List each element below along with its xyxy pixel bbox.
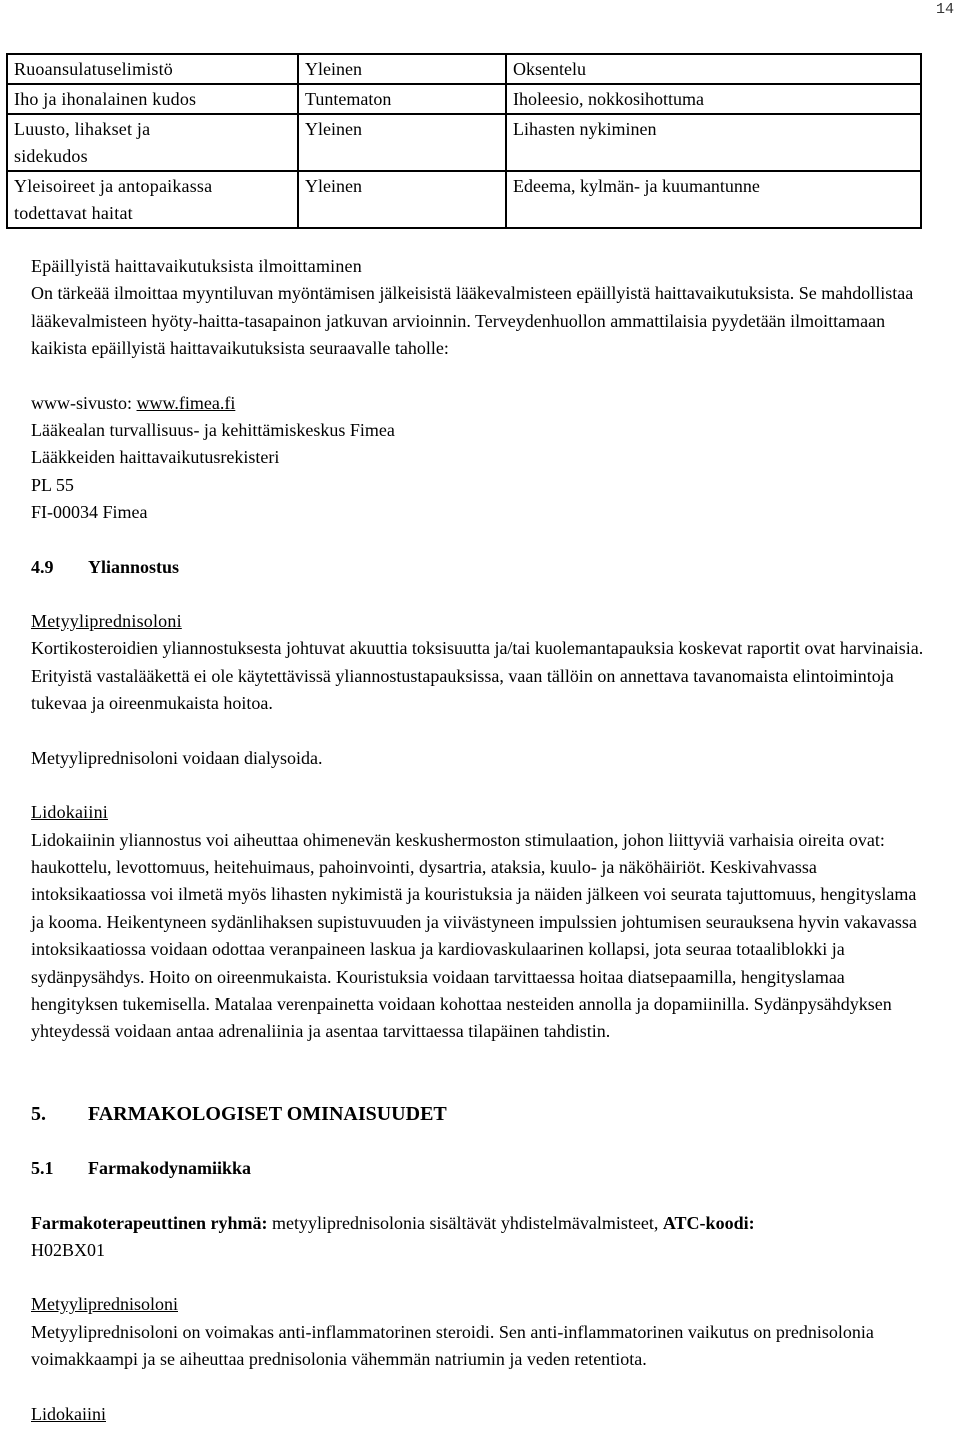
subheading-methylprednisolone-pd: Metyyliprednisoloni [31,1294,178,1315]
reporting-text: On tärkeää ilmoittaa myyntiluvan myöntämisen jälkeisistä lääkevalmisteen epäillyistä haittavaikutuksista. Se mahdollistaa lääkevalmisteen hyöty-haitta-tasapainon jatkuvan arvioinnin. Terveydenhuollon ammattilaisia pyydetään ilmoittamaan kaikista epäillyistä haittavaikutuksista seuraavalle taholle: [31,283,914,359]
address-line: Lääkkeiden haittavaikutusrekisteri [31,447,280,468]
frequency-cell: Tuntematon [298,84,506,114]
page-number: 14 [935,1,954,18]
section-title: Yliannostus [88,556,180,577]
section-number: 5.1 [31,1158,54,1179]
section-5-heading [31,1101,931,1128]
pharmacotherapeutic-group [31,1210,931,1265]
address-line: FI-00034 Fimea [31,502,148,523]
subheading-lidocaine: Lidokaiini [31,802,108,823]
section-title: Farmakodynamiikka [88,1158,252,1179]
table-row [7,84,921,114]
overdose-lidocaine-text: Lidokaiinin yliannostus voi aiheuttaa ohimenevän keskushermoston stimulaation, johon liittyviä varhaisia oireita ovat: haukottelu, levottomuus, heitehuimaus, pahoinvointi, dysartria, ataksia, kuulo- ja näköhäiriöt. Keskivahvassa intoksikaatiossa voi ilmetä myös lihasten nykimistä ja kouristuksia ja näiden jälkeen voi seurata tajuttomuus, hengityslama ja kooma. Heikentyneen sydänlihaksen supistuvuuden ja viivästyneen impulssien johtumisen seurauksena hyvin vakavassa intoksikaatiossa voidaan odottaa veranpaineen laskua ja kardiovaskulaarinen kollapsi, jota seuraa totaaliblokki ja sydänpysähdys. Hoito on oireenmukaista. Kouristuksia voidaan tarvittaessa hoitaa diatsepaamilla, hengityslamaa hengityksen tukemisella. Matalaa verenpainetta voidaan kohottaa nesteiden annolla ja dopamiinilla. Sydänpysähdyksen yhteydessä voidaan antaa adrenaliinia ja asentaa tarvittaessa tilapäinen tahdistin. [31,829,917,1042]
table-row [7,171,921,228]
subheading-methylprednisolone: Metyyliprednisoloni [31,611,182,632]
fimea-link[interactable]: www.fimea.fi [136,392,236,413]
effect-cell: Iholeesio, nokkosihottuma [506,84,921,114]
overdose-methylprednisolone-text: Kortikosteroidien yliannostuksesta johtuvat akuuttia toksisuutta ja/tai kuolemantapauksia koskevat raportit ovat harvinaisia. Erityistä vastalääkettä ei ole käytettävissä yliannostustapauksissa, vaan tällöin on annettava tavanomaista elintoimintoja tukevaa ja oireenmukaista hoitoa. [31,638,924,714]
section-number: 5. [31,1102,46,1125]
organ-class-cell: Iho ja ihonalainen kudos [7,84,298,114]
organ-class-cell: Ruoansulatuselimistö [7,54,298,84]
address-line: Lääkealan turvallisuus- ja kehittämiskeskus Fimea [31,420,395,441]
group-value: metyyliprednisolonia sisältävät yhdistelmävalmisteet, [267,1212,663,1233]
section-4-9-heading [31,554,931,581]
section-title: FARMAKOLOGISET OMINAISUUDET [88,1102,447,1125]
section-5-1-heading [31,1155,931,1182]
subheading-lidocaine-pd: Lidokaiini [31,1403,106,1424]
atc-value: H02BX01 [31,1239,106,1260]
table-row [7,114,921,171]
effect-cell: Edeema, kylmän- ja kuumantunne [506,171,921,228]
organ-class-cell: Luusto, lihakset ja sidekudos [7,114,298,171]
effect-cell: Oksentelu [506,54,921,84]
reporting-web [31,390,931,417]
web-label: www-sivusto: [31,392,137,413]
frequency-cell: Yleinen [298,54,506,84]
reporting-heading: Epäillyistä haittavaikutuksista ilmoittaminen [31,256,362,276]
organ-class-cell: Yleisoireet ja antopaikassa todettavat haitat [7,171,298,228]
address-line: PL 55 [31,474,74,495]
atc-label: ATC-koodi: [662,1212,755,1233]
adverse-effects-table [6,53,922,229]
effect-cell: Lihasten nykiminen [506,114,921,171]
dialysis-text: Metyyliprednisoloni voidaan dialysoida. [31,747,323,768]
group-label: Farmakoterapeuttinen ryhmä: [31,1212,268,1233]
pd-methylprednisolone-text: Metyyliprednisoloni on voimakas anti-inflammatorinen steroidi. Sen anti-inflammatorinen vaikutus on prednisolonia voimakkaampi ja se aiheuttaa prednisolonia vähemmän natriumin ja veden retentiota. [31,1321,874,1370]
document-body [31,253,931,1428]
frequency-cell: Yleinen [298,114,506,171]
section-number: 4.9 [31,556,54,577]
frequency-cell: Yleinen [298,171,506,228]
table-row [7,54,921,84]
